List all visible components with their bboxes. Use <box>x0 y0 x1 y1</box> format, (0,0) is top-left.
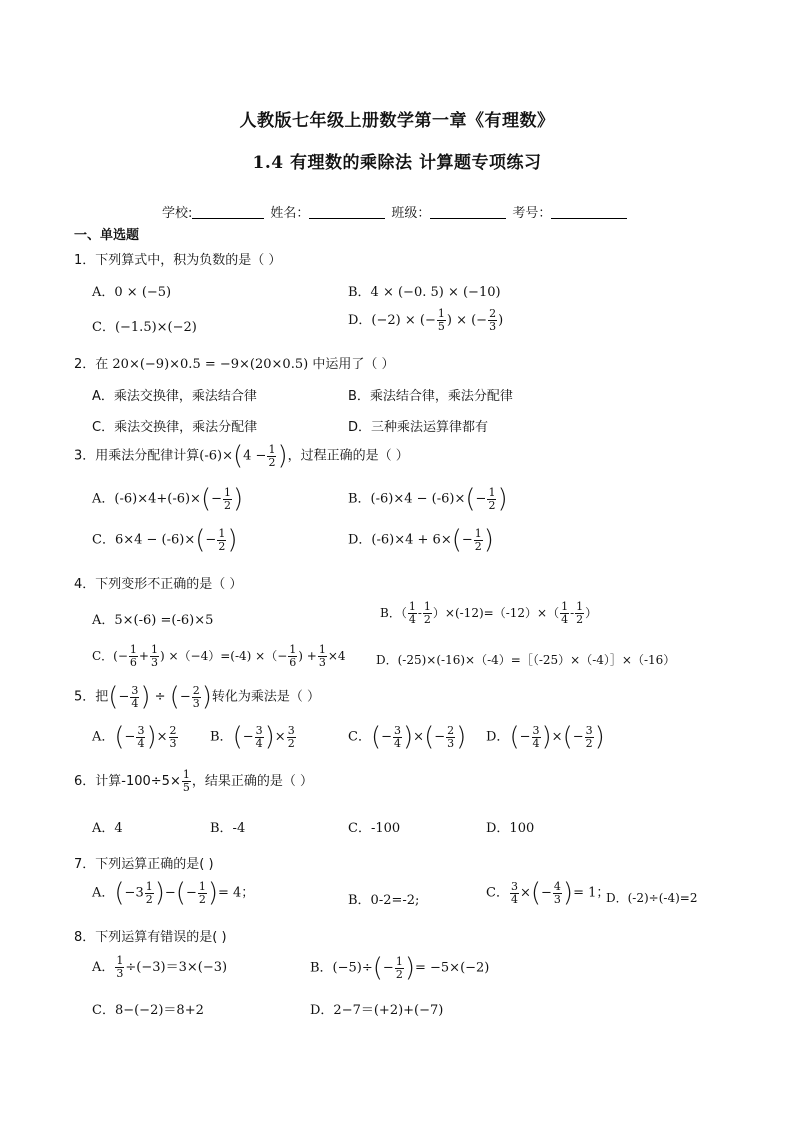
paren-right: ) <box>277 441 288 471</box>
question-7-option-d[interactable]: D．(-2)÷(-4)=2 <box>606 891 698 905</box>
option-text: A．(-6)×4+(-6)× <box>92 491 201 507</box>
option-text: D．(−2) × (− <box>348 313 436 328</box>
fraction: $\frac{1}{5}$ <box>437 307 445 333</box>
question-7-option-c[interactable]: C． $\frac{3}{4}$ ×(− $\frac{4}{3}$ )= 1； <box>486 878 610 908</box>
page-title: 人教版七年级上册数学第一章《有理数》 <box>239 111 555 131</box>
question-3-option-c[interactable]: C．6×4 − (-6)×(− $\frac{1}{2}$ ) <box>92 525 238 555</box>
question-2-option-d[interactable]: D．三种乘法运算律都有 <box>348 420 489 435</box>
question-7-option-a[interactable]: A．(−3 $\frac{1}{2}$ )−(− $\frac{1}{2}$ )= 4； <box>92 878 255 908</box>
question-1-option-d[interactable] <box>348 308 503 333</box>
question-8-option-b[interactable]: B．(−5)÷(− $\frac{1}{2}$ )= −5×(−2) <box>310 953 490 983</box>
question-5-stem: 5．把(− $\frac{3}{4}$ ) ÷ (− $\frac{2}{3}$ )转化为乘法是（ ） <box>74 682 321 712</box>
class-field[interactable] <box>430 205 506 219</box>
stem-text: 3．用乘法分配律计算 <box>74 448 200 464</box>
stem-text: ，过程正确的是（ ） <box>287 448 409 464</box>
question-6-stem: 6．计算-100÷5× $\frac{1}{5}$ ，结果正确的是（ ） <box>74 768 313 794</box>
name-field[interactable] <box>309 205 385 219</box>
question-2-option-b[interactable]: B．乘法结合律，乘法分配律 <box>348 389 513 404</box>
question-8-stem: 8．下列运算有错误的是( ) <box>74 930 227 945</box>
question-5-option-d[interactable]: D．(− $\frac{3}{4}$ )×(− $\frac{3}{2}$ ) <box>486 722 605 752</box>
paren-left: ( <box>232 441 244 471</box>
question-8-option-c[interactable]: C．8−(−2)＝8+2 <box>92 1003 204 1018</box>
question-3-option-b[interactable]: B．(-6)×4 − (-6)×(− $\frac{1}{2}$ ) <box>348 484 508 514</box>
question-7-stem: 7．下列运算正确的是( ) <box>74 857 214 872</box>
option-text: ) <box>498 313 504 328</box>
option-text: D．(-6)×4 + 6× <box>348 532 452 548</box>
class-label: 班级： <box>391 206 431 221</box>
question-5-option-a[interactable]: A．(− $\frac{3}{4}$ )× $\frac{2}{3}$ <box>92 722 177 752</box>
question-6-option-b[interactable]: B．-4 <box>210 821 246 836</box>
question-7-option-b[interactable]: B．0-2=-2; <box>348 893 420 908</box>
question-1-option-b[interactable]: B．4 × (−0. 5) × (−10) <box>348 285 501 300</box>
stem-text: 中运用了（ ） <box>308 357 395 372</box>
question-4-option-a[interactable]: A．5×(-6) =(-6)×5 <box>92 613 214 628</box>
stem-math: 4 − <box>243 448 267 464</box>
question-2-option-c[interactable]: C．乘法交换律，乘法分配律 <box>92 420 258 435</box>
question-6-option-d[interactable]: D．100 <box>486 821 535 836</box>
question-3-option-d[interactable]: D．(-6)×4 + 6×(− $\frac{1}{2}$ ) <box>348 525 494 555</box>
stem-text: 2．在 <box>74 357 113 372</box>
question-3-option-a[interactable]: A．(-6)×4+(-6)×(− $\frac{1}{2}$ ) <box>92 484 244 514</box>
fraction: $\frac{1}{2}$ <box>268 442 276 469</box>
question-2-option-a[interactable]: A．乘法交换律，乘法结合律 <box>92 389 257 404</box>
name-label: 姓名： <box>270 206 310 221</box>
question-6-option-a[interactable]: A．4 <box>92 821 123 836</box>
school-label: 学校: <box>162 206 193 221</box>
question-8-option-a[interactable]: A． $\frac{1}{3}$ ÷(−3)＝3×(−3) <box>92 954 228 980</box>
stem-math: (-6)× <box>199 448 233 464</box>
school-field[interactable] <box>192 205 264 219</box>
question-1-option-c[interactable]: C．(−1.5)×(−2) <box>92 320 197 335</box>
number-label: 考号： <box>512 206 552 221</box>
question-4-option-c[interactable]: C．(− $\frac{1}{6}$ + $\frac{1}{3}$ ) ×（−4）=(-4) ×（− $\frac{1}{6}$ ) + $\frac{1}{3}$ ×4 <box>92 643 346 669</box>
question-1-option-a[interactable]: A．0 × (−5) <box>92 285 172 300</box>
student-info-line <box>162 202 633 221</box>
question-4-option-d[interactable]: D．(-25)×(-16)×（-4）=［（-25）×（-4）］×（-16） <box>376 653 676 667</box>
question-6-option-c[interactable]: C．-100 <box>348 821 401 836</box>
page-subtitle: 1.4 有理数的乘除法 计算题专项练习 <box>252 153 542 173</box>
number-field[interactable] <box>551 205 627 219</box>
question-5-option-c[interactable]: C．(− $\frac{3}{4}$ )×(− $\frac{2}{3}$ ) <box>348 722 467 752</box>
option-text: ) × (− <box>446 313 488 328</box>
question-4-stem: 4．下列变形不正确的是（ ） <box>74 577 243 592</box>
section-heading: 一、单选题 <box>74 228 140 243</box>
fraction: $\frac{2}{3}$ <box>489 307 497 333</box>
option-text: C．6×4 − (-6)× <box>92 532 196 548</box>
option-text: B．(-6)×4 − (-6)× <box>348 491 466 507</box>
question-2-stem <box>74 353 394 372</box>
question-3-stem <box>74 443 409 469</box>
question-4-option-b[interactable]: B．（ $\frac{1}{4}$ - $\frac{1}{2}$ ）×(-12)=（-12）×（ $\frac{1}{4}$ - $\frac{1}{2}$ ） <box>380 600 598 626</box>
question-8-option-d[interactable]: D．2−7＝(+2)+(−7) <box>310 1003 444 1018</box>
question-5-option-b[interactable]: B．(− $\frac{3}{4}$ )× $\frac{3}{2}$ <box>210 722 295 752</box>
stem-math: 20×(−9)×0.5 = −9×(20×0.5) <box>112 357 309 372</box>
question-1-stem: 1．下列算式中，积为负数的是（ ） <box>74 253 282 268</box>
